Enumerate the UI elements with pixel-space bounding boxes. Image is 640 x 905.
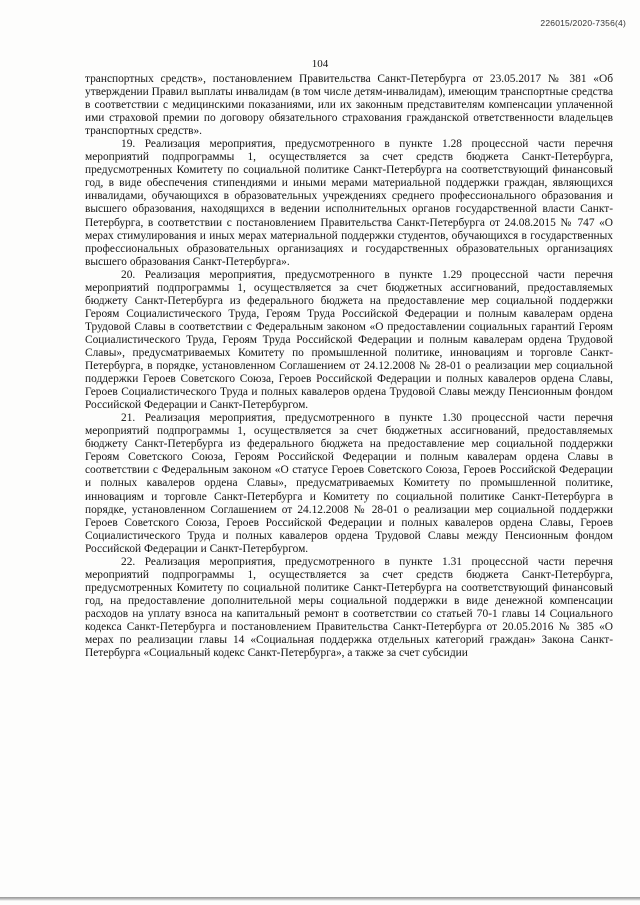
page-number: 104 bbox=[311, 58, 329, 70]
document-registration-number: 226015/2020-7356(4) bbox=[540, 18, 626, 28]
paragraph-continuation: транспортных средств», постановлением Правительства Санкт-Петербурга от 23.05.2017 № 381 «Об утверждении Правил выплаты инвалидам (в том числе детям-инвалидам), имеющим транспортные средства в соответствии с медицинскими показаниями, или их законным представителям компенсации уплаченной ими страховой премии по договору обязательного страхования гражданской ответственности владельцев транспортных средств». bbox=[85, 73, 613, 138]
scan-edge-artifact bbox=[0, 897, 640, 901]
paragraph-19: 19. Реализация мероприятия, предусмотренного в пункте 1.28 процессной части перечня мероприятий подпрограммы 1, осуществляется за счет средств бюджета Санкт-Петербурга, предусмотренных Комитету по социальной политике Санкт-Петербурга на соответствующий финансовый год, в виде обеспечения стипендиями и иными мерами материальной поддержки граждан, являющихся инвалидами, обучающихся в образовательных учреждениях среднего профессионального образования и высшего образования, находящихся в ведении исполнительных органов государственной власти Санкт-Петербурга, в соответствии с постановлением Правительства Санкт-Петербурга от 24.08.2015 № 747 «О мерах стимулирования и иных мерах материальной поддержки студентов, обучающихся в государственных профессиональных образовательных организациях и государственных образовательных организациях высшего образования Санкт-Петербурга». bbox=[85, 138, 613, 268]
paragraph-22: 22. Реализация мероприятия, предусмотренного в пункте 1.31 процессной части перечня мероприятий подпрограммы 1, осуществляется за счет средств бюджета Санкт-Петербурга, предусмотренных Комитету по социальной политике Санкт-Петербурга на соответствующий финансовый год, на предоставление дополнительной меры социальной поддержки в виде денежной компенсации расходов на уплату взноса на капитальный ремонт в соответствии со статьей 70-1 главы 14 Социального кодекса Санкт-Петербурга и постановлением Правительства Санкт-Петербурга от 20.05.2016 № 385 «О мерах по реализации главы 14 «Социальная поддержка отдельных категорий граждан» Закона Санкт-Петербурга «Социальный кодекс Санкт-Петербурга», а также за счет субсидии bbox=[85, 555, 613, 660]
paragraph-21: 21. Реализация мероприятия, предусмотренного в пункте 1.30 процессной части перечня мероприятий подпрограммы 1, осуществляется за счет бюджетных ассигнований, предоставляемых бюджету Санкт-Петербурга из федерального бюджета на предоставление мер социальной поддержки Героям Советского Союза, Героям Российской Федерации и полным кавалерам ордена Славы в соответствии с Федеральным законом «О статусе Героев Советского Союза, Героев Российской Федерации и полных кавалеров ордена Славы», предусматриваемых Комитету по промышленной политике, инновациям и торговле Санкт-Петербурга и Комитету по социальной политике Санкт-Петербурга в порядке, установленном Соглашением от 24.12.2008 № 28-01 о реализации мер социальной поддержки Героев Советского Союза, Героев Российской Федерации и полных кавалеров ордена Славы, Героев Социалистического Труда и полных кавалеров ордена Трудовой Славы между Пенсионным фондом Российской Федерации и Санкт-Петербургом. bbox=[85, 412, 613, 555]
document-body bbox=[85, 73, 613, 660]
paragraph-20: 20. Реализация мероприятия, предусмотренного в пункте 1.29 процессной части перечня мероприятий подпрограммы 1, осуществляется за счет бюджетных ассигнований, предоставляемых бюджету Санкт-Петербурга из федерального бюджета на предоставление мер социальной поддержки Героям Социалистического Труда, Героям Труда Российской Федерации и полным кавалерам ордена Трудовой Славы в соответствии с Федеральным законом «О предоставлении социальных гарантий Героям Социалистического Труда, Героям Труда Российской Федерации и полным кавалерам ордена Трудовой Славы», предусматриваемых Комитету по промышленной политике, инновациям и торговле Санкт-Петербурга, в порядке, установленном Соглашением от 24.12.2008 № 28-01 о реализации мер социальной поддержки Героев Советского Союза, Героев Российской Федерации и полных кавалеров ордена Славы, Героев Социалистического Труда и полных кавалеров ордена Трудовой Славы между Пенсионным фондом Российской Федерации и Санкт-Петербургом. bbox=[85, 268, 613, 412]
